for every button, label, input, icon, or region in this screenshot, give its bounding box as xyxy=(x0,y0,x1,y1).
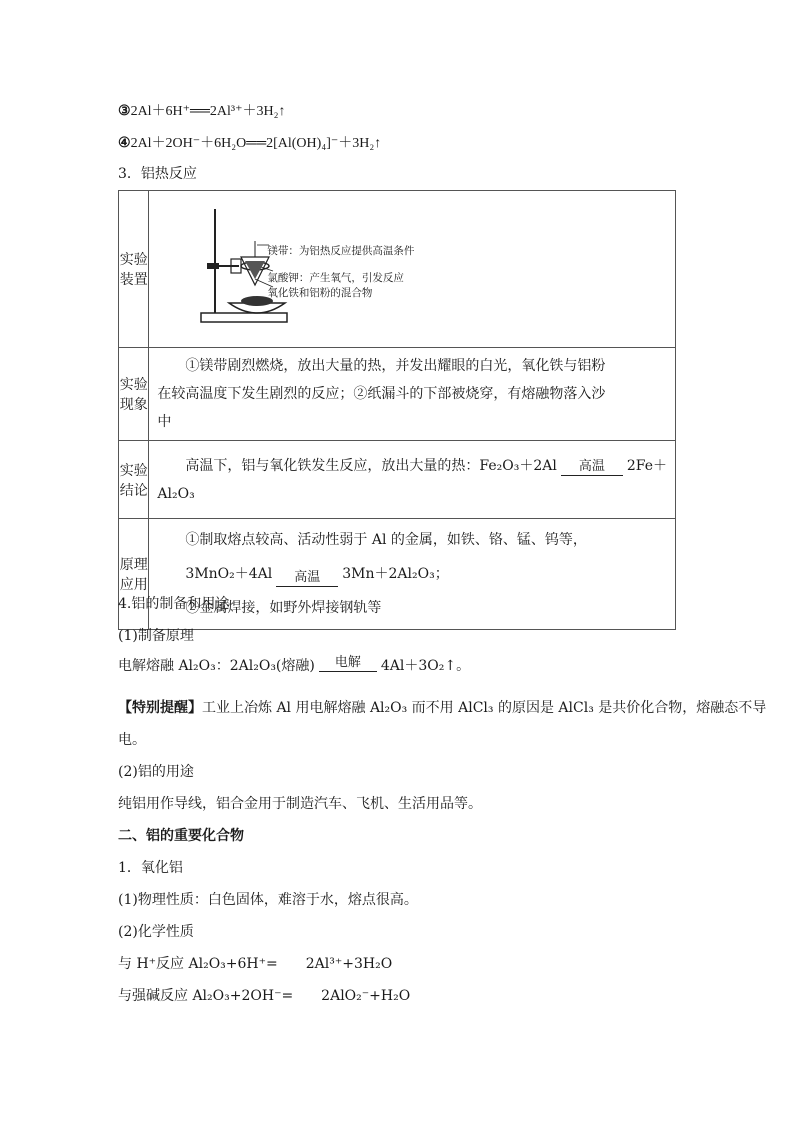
row3-content xyxy=(149,441,676,519)
application-eq-suffix: 3Mn＋2Al₂O₃； xyxy=(342,566,449,582)
eq3-text: 2Al＋6H⁺══2Al³⁺＋3H₂↑ xyxy=(130,104,286,119)
conclusion-line2: Al₂O₃ xyxy=(157,485,195,502)
row1-header: 实验装置 xyxy=(119,191,149,348)
reminder-label: 【特别提醒】 xyxy=(118,700,202,716)
thermite-table xyxy=(118,190,676,630)
label-mixture: 氧化铁和铝粉的混合物 xyxy=(267,287,373,299)
conclusion-condition: 高温 xyxy=(561,460,623,480)
conclusion-line1 xyxy=(157,452,667,480)
eq3-number: ③ xyxy=(118,104,131,119)
table-row-apparatus xyxy=(119,191,676,348)
apparatus-cell xyxy=(149,191,676,348)
prep-condition: 电解 xyxy=(319,656,377,676)
label-kclo3: 氯酸钾：产生氧气，引发反应 xyxy=(267,272,404,284)
base-reaction: 与强碱反应 Al₂O₃+2OH⁻= 2AlO₂⁻+H₂O xyxy=(118,988,411,1004)
application-eq-prefix: 3MnO₂＋4Al xyxy=(185,566,273,582)
row2-header: 实验现象 xyxy=(119,348,149,441)
conclusion-suffix: 2Fe＋ xyxy=(626,457,667,474)
reminder-line2: 电。 xyxy=(118,732,146,748)
conclusion-prefix: 高温下，铝与氧化铁发生反应，放出大量的热：Fe₂O₃＋2Al xyxy=(185,457,557,474)
eq4-number: ④ xyxy=(118,136,131,151)
prep-equation xyxy=(118,656,470,676)
phenomenon-text: ①镁带剧烈燃烧，放出大量的热，并发出耀眼的白光，氧化铁与铝粉在较高温度下发生剧烈的反应；②纸漏斗的下部被烧穿，有熔融物落入沙中 xyxy=(157,358,606,430)
section-3-title: 3．铝热反应 xyxy=(118,166,197,182)
use-text: 纯铝用作导线，铝合金用于制造汽车、飞机、生活用品等。 xyxy=(118,796,482,812)
reminder-text: 工业上冶炼 Al 用电解熔融 Al₂O₃ 而不用 AlCl₃ 的原因是 AlCl₃ 是共价化合物，熔融态不导 xyxy=(202,700,767,716)
use-title: (2)铝的用途 xyxy=(118,764,194,780)
table-row-conclusion xyxy=(119,441,676,519)
physical-properties: (1)物理性质：白色固体，难溶于水，熔点很高。 xyxy=(118,892,418,908)
equation-3 xyxy=(118,102,285,122)
reminder-line xyxy=(118,698,766,718)
application-line1: ①制取熔点较高、活动性弱于 Al 的金属，如铁、铬、锰、钨等， xyxy=(185,532,587,548)
eq4-text: 2Al＋2OH⁻＋6H₂O══2[Al(OH)₄]⁻＋3H₂↑ xyxy=(130,136,382,151)
chemical-properties-title: (2)化学性质 xyxy=(118,924,194,940)
label-magnesium: 镁带：为铝热反应提供高温条件 xyxy=(267,245,415,257)
prep-suffix: 4Al＋3O₂↑。 xyxy=(380,658,471,674)
equation-4 xyxy=(118,134,381,154)
part-2-title: 二、铝的重要化合物 xyxy=(118,828,244,844)
application-line2 xyxy=(157,557,667,591)
table-row-phenomenon xyxy=(119,348,676,441)
section-4-title: 4.铝的制备和用途 xyxy=(118,596,230,612)
prep-title: (1)制备原理 xyxy=(118,628,194,644)
sub-1-title: 1．氧化铝 xyxy=(118,860,183,876)
row4-header: 原理应用 xyxy=(119,519,149,630)
row2-content xyxy=(149,348,676,441)
application-line3: ②金属焊接，如野外焊接钢轨等 xyxy=(185,600,382,616)
row3-header: 实验结论 xyxy=(119,441,149,519)
prep-prefix: 电解熔融 Al₂O₃：2Al₂O₃(熔融) xyxy=(118,658,315,674)
application-condition: 高温 xyxy=(276,571,338,591)
acid-reaction: 与 H⁺反应 Al₂O₃+6H⁺= 2Al³⁺+3H₂O xyxy=(118,956,393,972)
